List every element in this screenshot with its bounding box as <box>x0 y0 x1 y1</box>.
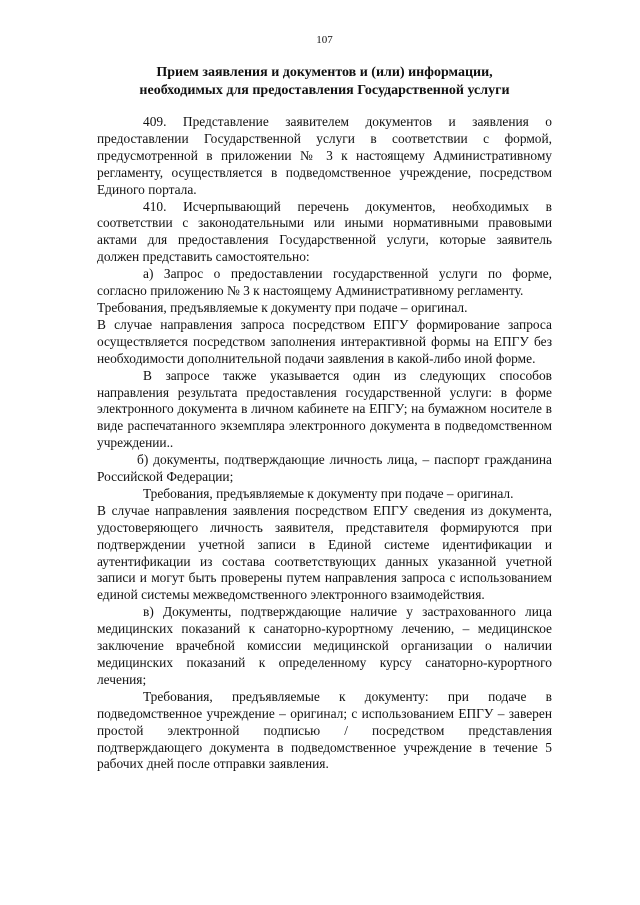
epgu-request-paragraph: В случае направления запроса посредством ЕПГУ формирование запроса осуществляется посредством заполнения интерактивной формы на ЕПГУ без необходимости дополнительной подачи заявления в какой-либо иной форме. <box>97 316 552 366</box>
section-title <box>97 64 552 100</box>
requirements-medical-paragraph: Требования, предъявляемые к документу: при подаче в подведомственное учреждение – оригинал; с использованием ЕПГУ – заверен простой электронной подписью / посредством представления подтверждающего документа в подведомственное учреждение в течение 5 рабочих дней после отправки заявления. <box>97 688 552 772</box>
requirements-original-2: Требования, предъявляемые к документу при подаче – оригинал. <box>143 485 514 501</box>
item-a-request: а) Запрос о предоставлении государственной услуги по форме, согласно приложению № 3 к настоящему Административному регламенту. <box>97 266 552 299</box>
page-number: 107 <box>316 34 333 46</box>
item-v-medical-documents: в) Документы, подтверждающие наличие у застрахованного лица медицинских показаний к санаторно-курортному лечению, – медицинское заключение врачебной комиссии медицинской организации о наличии медицинских показаний к определенному курсу санаторно-курортного лечения; <box>97 604 552 687</box>
section-title-line-2: необходимых для предоставления Государственной услуги <box>139 83 510 98</box>
paragraph-410: 410. Исчерпывающий перечень документов, необходимых в соответствии с законодательными или иными нормативными правовыми актами для предоставления Государственной услуги, которые заявитель должен представить самостоятельно: <box>97 198 552 265</box>
paragraph-409: 409. Представление заявителем документов и заявления о предоставлении Государственной услуги в соответствии с формой, предусмотренной в приложении № 3 к настоящему Административному регламенту, осуществляется в подведомственное учреждение, посредством Единого портала. <box>97 114 552 197</box>
section-title-line-1: Прием заявления и документов и (или) информации, <box>156 65 493 80</box>
epgu-identity-paragraph: В случае направления заявления посредством ЕПГУ сведения из документа, удостоверяющего личность заявителя, представителя формируются при подтверждении учетной записи в Единой системе идентификации и аутентификации из состава соответствующих данных указанной учетной записи и могут быть проверены путем направления запроса с использованием единой системы межведомственного электронного взаимодействия. <box>97 502 552 603</box>
result-delivery-paragraph: В запросе также указывается один из следующих способов направления результата предоставления государственной услуги: в форме электронного документа в личном кабинете на ЕПГУ; на бумажном носителе в виде распечатанного экземпляра электронного документа в подведомственном учреждении.. <box>97 367 552 451</box>
requirements-original-1: Требования, предъявляемые к документу при подаче – оригинал. <box>97 299 468 315</box>
item-b-identity-documents: б) документы, подтверждающие личность лица, – паспорт гражданина Российской Федерации; <box>97 452 552 485</box>
